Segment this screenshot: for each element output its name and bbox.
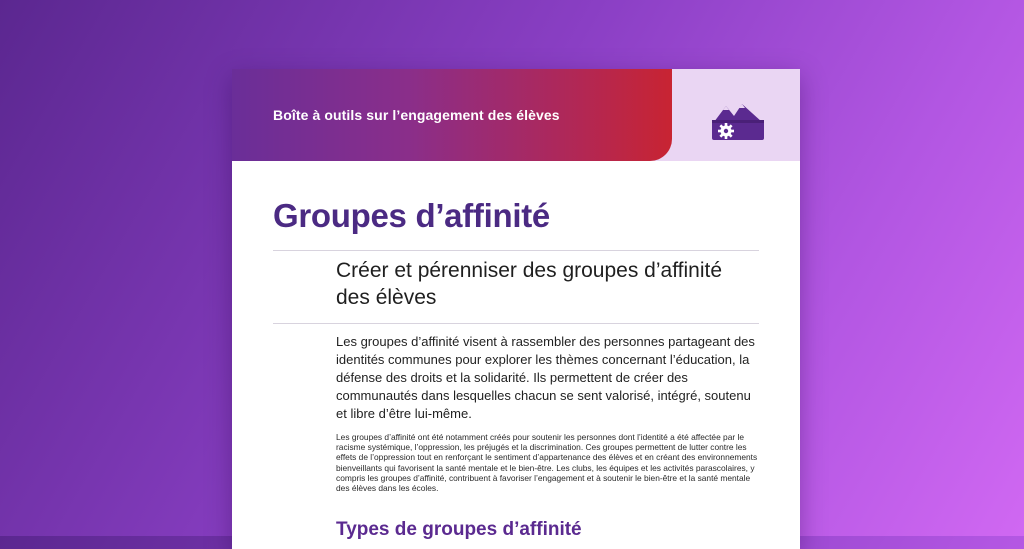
intro-paragraph: Les groupes d’affinité visent à rassembler des personnes partageant des identités communes pour explorer les thèmes concernant l’éducation, la défense des droits et la solidarité. Ils permettent de créer des communautés dans lesquelles chacun se sent valorisé, intégré, soutenu et libre d’être lui-même. bbox=[336, 334, 755, 421]
section-heading: Types de groupes d’affinité bbox=[336, 519, 582, 540]
document-page bbox=[232, 69, 800, 549]
header-banner bbox=[232, 69, 672, 161]
page-subtitle: Créer et pérenniser des groupes d’affinité des élèves bbox=[336, 259, 723, 309]
body-paragraph: Les groupes d’affinité ont été notamment créés pour soutenir les personnes dont l’identité a été affectée par le racisme systémique, l’oppression, les préjugés et la discrimination. Ces groupes permettent de lutter contre les effets de l’oppression tout en renforçant le sentiment d’appartenance des élèves et en créant des environnements bienveillants qui favorisent la santé mentale et le bien-être. Les clubs, les équipes et les activités parascolaires, y compris les groupes d’affinité, contribuent à favoriser l’engagement et à soutenir le bien-être et la santé mentale des élèves dans les écoles. bbox=[336, 432, 758, 494]
page-title: Groupes d’affinité bbox=[273, 197, 550, 234]
divider bbox=[273, 323, 759, 324]
toolbox-mountain-icon bbox=[710, 98, 766, 142]
banner-title: Boîte à outils sur l’engagement des élèves bbox=[273, 107, 560, 123]
document-header bbox=[232, 69, 800, 161]
divider bbox=[273, 250, 759, 251]
